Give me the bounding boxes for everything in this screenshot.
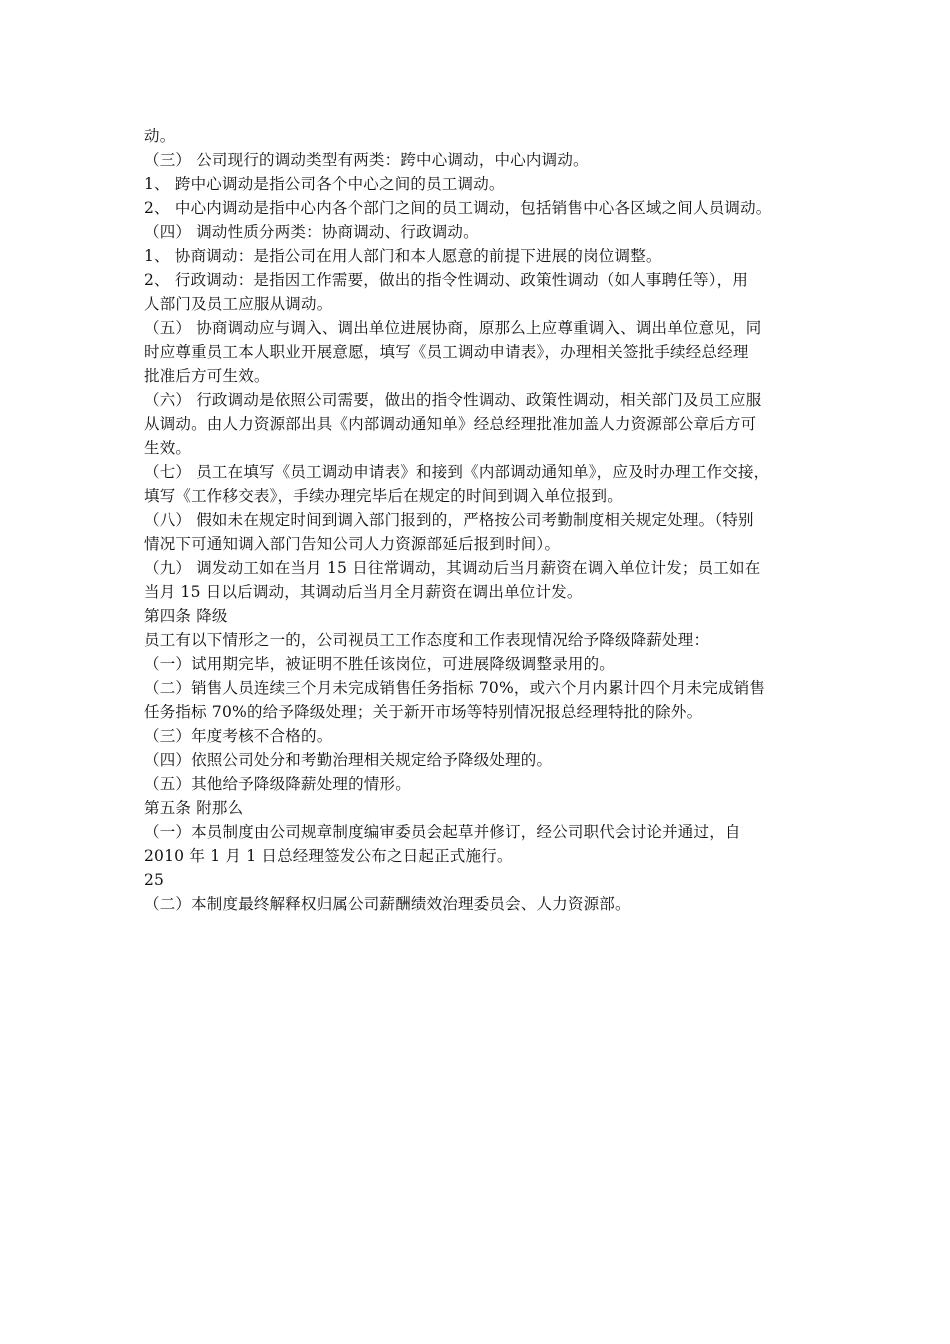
text-line: （一）本员制度由公司规章制度编审委员会起草并修订，经公司职代会讨论并通过，自 — [144, 823, 741, 841]
text-line: （七） 员工在填写《员工调动申请表》和接到《内部调动通知单》，应及时办理工作交接， — [144, 463, 770, 481]
text-line: 2010 年 1 月 1 日总经理签发公布之日起正式施行。 — [144, 847, 513, 865]
section-heading: 第五条 附那么 — [144, 799, 244, 817]
document-body — [144, 124, 824, 916]
section-heading: 第四条 降级 — [144, 607, 228, 625]
text-line: 2、 行政调动：是指因工作需要，做出的指令性调动、政策性调动（如人事聘任等），用 — [144, 271, 749, 289]
text-line: （三） 公司现行的调动类型有两类：跨中心调动，中心内调动。 — [144, 151, 589, 169]
text-line: （四） 调动性质分两类：协商调动、行政调动。 — [144, 223, 479, 241]
text-line: （一）试用期完毕，被证明不胜任该岗位，可进展降级调整录用的。 — [144, 655, 616, 673]
page-number: 25 — [144, 871, 165, 889]
text-line: 时应尊重员工本人职业开展意愿，填写《员工调动申请表》，办理相关签批手续经总经理 — [144, 343, 749, 361]
text-line: 1、 协商调动：是指公司在用人部门和本人愿意的前提下进展的岗位调整。 — [144, 247, 662, 265]
text-line: 生效。 — [144, 439, 192, 457]
text-line: 情况下可通知调入部门告知公司人力资源部延后报到时间）。 — [144, 535, 561, 553]
text-line: 当月 15 日以后调动，其调动后当月全月薪资在调出单位计发。 — [144, 583, 583, 601]
text-line: 动。 — [144, 127, 176, 145]
text-line: 填写《工作移交表》，手续办理完毕后在规定的时间到调入单位报到。 — [144, 487, 623, 505]
text-line: 1、 跨中心调动是指公司各个中心之间的员工调动。 — [144, 175, 505, 193]
text-line: 从调动。由人力资源部出具《内部调动通知单》经总经理批准加盖人力资源部公章后方可 — [144, 415, 757, 433]
text-line: 人部门及员工应服从调动。 — [144, 295, 333, 313]
text-line: 批准后方可生效。 — [144, 367, 270, 385]
text-line: （八） 假如未在规定时间到调入部门报到的，严格按公司考勤制度相关规定处理。（特别 — [144, 511, 754, 529]
text-line: 员工有以下情形之一的，公司视员工工作态度和工作表现情况给予降级降薪处理： — [144, 631, 710, 649]
text-line: （五）其他给予降级降薪处理的情形。 — [144, 775, 411, 793]
text-line: （三）年度考核不合格的。 — [144, 727, 333, 745]
text-line: （二）本制度最终解释权归属公司薪酬绩效治理委员会、人力资源部。 — [144, 895, 631, 913]
text-line: （二）销售人员连续三个月未完成销售任务指标 70%，或六个月内累计四个月未完成销售 — [144, 679, 766, 697]
text-line: （五） 协商调动应与调入、调出单位进展协商，原那么上应尊重调入、调出单位意见，同 — [144, 319, 762, 337]
text-line: （九） 调发动工如在当月 15 日往常调动，其调动后当月薪资在调入单位计发；员工如在 — [144, 559, 761, 577]
text-line: 任务指标 70%的给予降级处理；关于新开市场等特别情况报总经理特批的除外。 — [144, 703, 703, 721]
text-line: （四）依照公司处分和考勤治理相关规定给予降级处理的。 — [144, 751, 553, 769]
text-line: （六） 行政调动是依照公司需要，做出的指令性调动、政策性调动，相关部门及员工应服 — [144, 391, 762, 409]
text-line: 2、 中心内调动是指中心内各个部门之间的员工调动，包括销售中心各区域之间人员调动。 — [144, 199, 772, 217]
